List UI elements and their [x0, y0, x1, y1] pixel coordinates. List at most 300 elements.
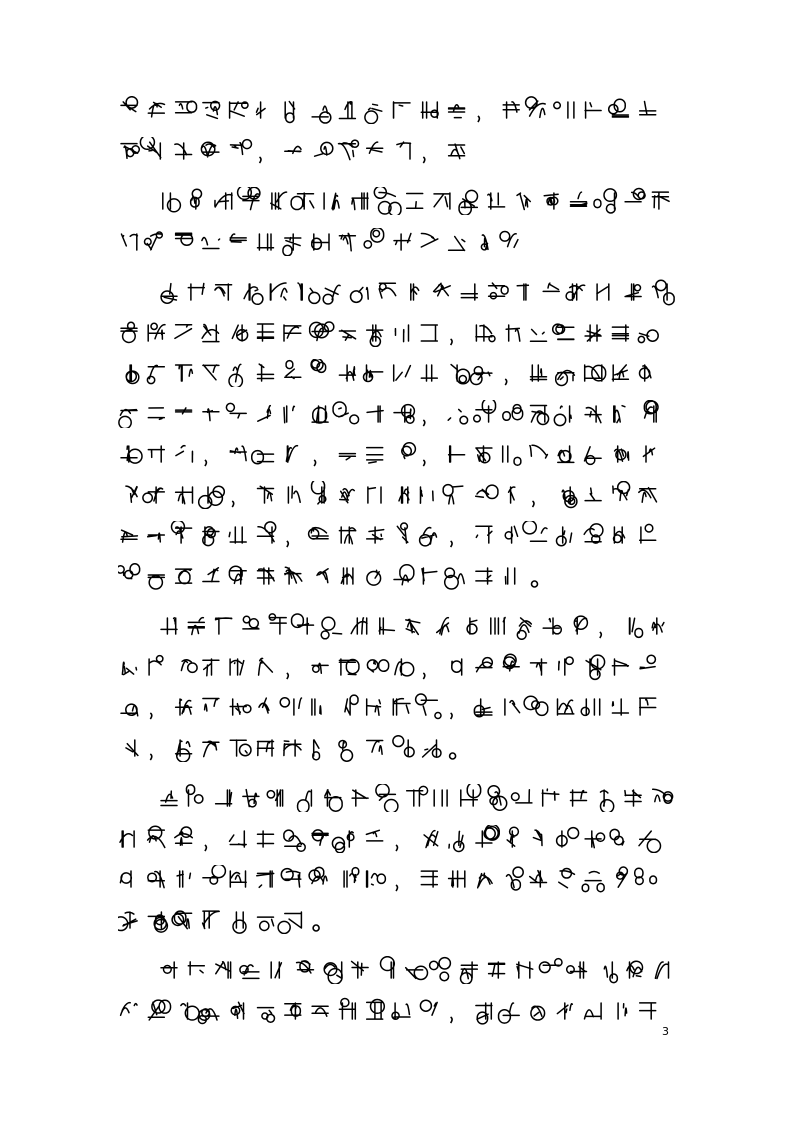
yi-character — [474, 400, 496, 422]
yi-character — [557, 527, 572, 546]
yi-character — [612, 365, 628, 381]
yi-character — [476, 657, 492, 671]
yi-character — [467, 618, 477, 634]
yi-character — [258, 324, 274, 341]
yi-character — [203, 741, 219, 756]
text-line — [118, 359, 683, 387]
yi-character — [393, 699, 410, 715]
yi-character — [402, 443, 416, 459]
yi-character — [499, 1002, 520, 1022]
yi-character — [614, 405, 625, 422]
yi-character — [291, 193, 314, 210]
yi-character — [309, 867, 327, 884]
yi-character — [324, 193, 339, 210]
yi-character — [374, 187, 401, 215]
yi-character — [379, 618, 394, 634]
yi-character — [557, 1003, 572, 1019]
yi-character — [585, 325, 601, 341]
yi-character — [553, 324, 574, 339]
yi-character — [399, 487, 409, 503]
yi-character — [585, 447, 602, 465]
punctuation-mark — [451, 541, 453, 547]
yi-character — [655, 962, 668, 979]
yi-character — [517, 962, 533, 978]
yi-character — [517, 618, 531, 639]
yi-character — [422, 568, 437, 584]
yi-glyph-row — [118, 481, 683, 509]
yi-character — [503, 446, 521, 465]
yi-character — [351, 287, 369, 302]
text-line — [118, 440, 683, 468]
yi-glyph-row — [118, 440, 683, 468]
yi-glyph-row — [118, 653, 683, 681]
yi-character — [437, 618, 449, 635]
yi-character — [230, 740, 251, 756]
yi-character — [148, 323, 165, 341]
yi-character — [420, 528, 437, 546]
yi-character — [148, 575, 164, 589]
yi-character — [615, 446, 629, 462]
yi-character — [339, 330, 355, 340]
yi-character — [488, 786, 507, 811]
yi-character — [258, 568, 275, 584]
yi-character — [421, 102, 438, 118]
yi-character — [531, 329, 547, 341]
yi-character — [397, 523, 408, 543]
yi-character — [625, 790, 641, 806]
yi-character — [232, 325, 247, 341]
punctuation-mark — [423, 460, 425, 466]
yi-character — [544, 193, 558, 209]
yi-character — [653, 280, 675, 305]
yi-character — [284, 740, 301, 756]
yi-character — [613, 481, 630, 500]
punctuation-mark — [150, 713, 152, 719]
yi-glyph-row — [158, 956, 683, 984]
yi-character — [500, 231, 518, 247]
yi-character — [148, 1000, 170, 1020]
punctuation-mark — [314, 460, 316, 466]
text-line — [118, 228, 528, 256]
yi-character — [392, 1003, 410, 1019]
punctuation-mark — [450, 753, 456, 759]
yi-character — [203, 408, 219, 420]
yi-character — [617, 867, 628, 887]
yi-character — [524, 696, 548, 715]
yi-character — [393, 735, 414, 756]
yi-character — [503, 654, 519, 671]
yi-character — [339, 454, 355, 460]
yi-character — [161, 962, 177, 978]
yi-character — [339, 659, 359, 675]
yi-character — [258, 740, 274, 756]
yi-character — [258, 831, 274, 847]
yi-character — [640, 102, 656, 115]
yi-character — [120, 831, 134, 847]
text-line — [158, 956, 683, 984]
yi-character — [126, 740, 138, 756]
yi-character — [430, 958, 451, 981]
yi-character — [271, 962, 281, 978]
yi-character — [420, 487, 433, 503]
yi-character — [395, 659, 414, 676]
yi-character — [199, 486, 225, 508]
yi-character — [288, 486, 300, 503]
yi-character — [203, 659, 219, 676]
yi-glyph-row — [158, 187, 677, 215]
yi-character — [562, 487, 577, 508]
yi-glyph-row — [158, 278, 683, 306]
yi-character — [571, 790, 587, 806]
yi-character — [283, 234, 301, 256]
yi-character — [198, 1008, 219, 1023]
yi-character — [321, 617, 341, 639]
yi-character — [312, 106, 331, 123]
text-line — [118, 562, 555, 590]
yi-character — [172, 911, 192, 929]
yi-character — [258, 364, 274, 381]
yi-character — [216, 962, 231, 978]
yi-character — [203, 365, 219, 380]
yi-character — [394, 365, 411, 381]
yi-character — [147, 365, 164, 383]
yi-character — [625, 189, 645, 202]
yi-character — [481, 234, 488, 249]
yi-character — [126, 365, 139, 384]
yi-character — [416, 694, 441, 719]
text-line — [118, 734, 473, 762]
yi-character — [163, 193, 181, 212]
yi-character — [640, 655, 655, 668]
yi-character — [215, 193, 232, 209]
yi-character — [557, 827, 579, 846]
yi-character — [191, 189, 202, 209]
yi-character — [312, 699, 321, 715]
yi-character — [643, 446, 654, 462]
yi-character — [312, 1006, 328, 1016]
yi-character — [407, 786, 428, 806]
text-line — [118, 653, 683, 681]
yi-character — [476, 825, 499, 847]
yi-character — [285, 146, 301, 153]
punctuation-mark — [232, 501, 234, 507]
yi-character — [340, 488, 355, 502]
yi-character — [503, 102, 519, 118]
yi-character — [478, 873, 492, 888]
yi-glyph-row — [118, 693, 683, 721]
yi-character — [175, 143, 192, 159]
yi-character — [586, 655, 605, 679]
text-line — [118, 693, 683, 721]
yi-character — [531, 1006, 545, 1020]
yi-character — [243, 790, 259, 807]
yi-character — [121, 704, 138, 716]
yi-character — [341, 568, 353, 584]
yi-character — [229, 527, 246, 543]
yi-character — [461, 962, 478, 984]
yi-character — [281, 869, 301, 887]
yi-character — [339, 998, 355, 1019]
yi-character — [411, 284, 419, 300]
yi-character — [461, 784, 481, 806]
yi-character — [315, 142, 333, 156]
yi-character — [317, 568, 328, 582]
yi-character — [324, 962, 342, 984]
yi-character — [443, 484, 463, 503]
punctuation-mark — [287, 541, 289, 547]
yi-character — [203, 527, 219, 546]
yi-character — [531, 405, 549, 424]
yi-character — [630, 618, 643, 637]
punctuation-mark — [287, 673, 289, 679]
yi-character — [424, 830, 438, 847]
yi-character — [230, 871, 246, 887]
yi-character — [585, 1003, 602, 1019]
yi-character — [584, 524, 603, 543]
yi-character — [285, 361, 301, 379]
yi-glyph-row — [118, 319, 683, 347]
yi-character — [172, 521, 192, 543]
punctuation-mark — [505, 379, 507, 385]
yi-character — [476, 485, 498, 498]
yi-character — [530, 871, 547, 887]
yi-character — [533, 830, 542, 845]
yi-character — [618, 1003, 627, 1019]
yi-character — [539, 959, 562, 973]
yi-character — [526, 97, 546, 118]
yi-character — [476, 1003, 492, 1024]
yi-character — [297, 961, 314, 973]
yi-character — [230, 234, 246, 242]
punctuation-mark — [423, 157, 425, 163]
yi-character — [259, 658, 273, 675]
yi-character — [120, 871, 131, 887]
yi-character — [271, 192, 287, 209]
yi-character — [543, 283, 559, 291]
yi-glyph-row — [118, 521, 683, 549]
yi-character — [476, 568, 492, 584]
text-line — [118, 96, 664, 124]
yi-character — [243, 616, 259, 629]
punctuation-mark — [532, 581, 538, 587]
yi-character — [448, 409, 467, 424]
yi-character — [161, 791, 177, 805]
yi-character — [379, 283, 396, 298]
yi-glyph-row — [118, 906, 336, 934]
yi-character — [639, 487, 657, 502]
yi-character — [176, 233, 193, 245]
yi-character — [351, 618, 367, 634]
yi-character — [582, 872, 604, 892]
yi-character — [181, 1003, 199, 1020]
yi-glyph-row — [118, 865, 683, 893]
yi-glyph-row — [118, 997, 683, 1025]
yi-character — [148, 826, 165, 847]
yi-character — [121, 97, 138, 112]
yi-character — [394, 233, 411, 250]
yi-character — [394, 564, 414, 584]
yi-character — [202, 324, 219, 341]
yi-character — [640, 365, 651, 381]
yi-character — [176, 407, 192, 413]
yi-character — [434, 283, 451, 296]
yi-character — [585, 365, 606, 381]
yi-glyph-row — [118, 137, 473, 165]
yi-character — [610, 829, 624, 845]
text-line — [118, 481, 683, 509]
yi-character — [313, 739, 320, 759]
yi-glyph-row — [118, 734, 473, 762]
yi-character — [176, 487, 193, 504]
yi-character — [612, 699, 628, 715]
yi-character — [394, 102, 411, 118]
yi-character — [395, 325, 408, 342]
yi-character — [640, 524, 656, 543]
yi-character — [121, 446, 142, 463]
yi-character — [325, 790, 342, 811]
yi-character — [148, 533, 165, 542]
yi-character — [367, 659, 388, 671]
yi-character — [352, 790, 368, 806]
yi-character — [292, 614, 314, 634]
punctuation-mark — [205, 460, 207, 466]
yi-character — [278, 912, 301, 933]
yi-glyph-row — [118, 359, 683, 387]
yi-character — [202, 237, 220, 248]
yi-character — [258, 234, 274, 250]
punctuation-mark — [423, 673, 425, 679]
yi-character — [148, 407, 164, 418]
yi-character — [397, 142, 411, 159]
yi-character — [585, 406, 601, 423]
yi-character — [604, 962, 617, 983]
punctuation-mark — [396, 885, 398, 891]
yi-character — [286, 446, 297, 462]
yi-character — [491, 618, 505, 635]
yi-character — [368, 487, 381, 503]
yi-character — [558, 446, 574, 462]
yi-character — [323, 285, 340, 304]
punctuation-mark — [451, 1017, 453, 1023]
yi-glyph-row — [118, 228, 528, 256]
yi-character — [345, 695, 358, 715]
text-line — [158, 784, 683, 812]
punctuation-mark — [478, 116, 480, 122]
yi-character — [122, 234, 138, 250]
yi-character — [585, 102, 601, 118]
yi-character — [505, 699, 520, 715]
punctuation-mark — [451, 713, 453, 719]
yi-character — [612, 325, 628, 341]
yi-character — [406, 966, 428, 979]
yi-character — [381, 957, 395, 978]
page-number: 3 — [662, 1025, 669, 1038]
punctuation-mark — [600, 632, 602, 638]
yi-character — [367, 142, 383, 153]
yi-character — [394, 404, 414, 423]
yi-character — [505, 526, 517, 543]
yi-character — [121, 143, 139, 158]
yi-character — [238, 187, 260, 210]
yi-character — [449, 105, 465, 118]
yi-character — [639, 831, 661, 852]
yi-character — [640, 698, 656, 715]
yi-character — [298, 790, 312, 812]
yi-character — [161, 618, 177, 634]
yi-character — [284, 830, 305, 851]
yi-character — [333, 401, 359, 423]
yi-character — [609, 99, 629, 117]
yi-character — [201, 142, 219, 157]
yi-character — [364, 228, 384, 248]
yi-character — [312, 481, 326, 504]
yi-character — [367, 325, 383, 347]
yi-character — [188, 284, 204, 301]
yi-character — [311, 359, 326, 372]
yi-character — [644, 400, 658, 422]
yi-character — [406, 619, 420, 634]
yi-character — [445, 568, 465, 589]
yi-character — [367, 570, 381, 585]
yi-character — [421, 871, 437, 887]
yi-character — [461, 284, 477, 300]
yi-character — [176, 699, 192, 715]
text-line — [118, 825, 683, 853]
yi-character — [267, 790, 282, 806]
yi-character — [339, 740, 353, 761]
yi-character — [339, 233, 355, 250]
yi-character — [653, 789, 673, 803]
yi-character — [203, 101, 220, 118]
yi-character — [119, 409, 137, 427]
yi-character — [229, 566, 246, 584]
yi-character — [376, 784, 398, 812]
text-line — [118, 521, 683, 549]
yi-character — [258, 522, 276, 543]
yi-character — [188, 618, 204, 635]
yi-character — [148, 102, 164, 117]
yi-character — [312, 406, 328, 423]
yi-character — [506, 325, 520, 341]
yi-character — [229, 364, 242, 387]
text-line — [118, 319, 683, 347]
punctuation-mark — [451, 339, 453, 345]
text-line — [158, 612, 683, 640]
yi-character — [638, 330, 658, 343]
yi-character — [652, 192, 669, 209]
yi-glyph-row — [118, 96, 664, 124]
yi-character — [559, 657, 574, 675]
yi-character — [366, 830, 382, 841]
yi-character — [186, 785, 202, 806]
yi-character — [312, 234, 329, 250]
yi-character — [476, 446, 492, 463]
yi-character — [257, 871, 274, 887]
yi-character — [285, 102, 294, 123]
yi-character — [407, 194, 423, 209]
yi-character — [635, 868, 657, 884]
yi-character — [176, 740, 192, 762]
yi-character — [554, 102, 574, 118]
yi-character — [554, 406, 571, 426]
yi-character — [175, 826, 193, 844]
yi-character — [530, 445, 548, 458]
yi-character — [423, 740, 441, 757]
yi-character — [352, 961, 369, 978]
punctuation-mark — [533, 501, 535, 507]
yi-character — [449, 144, 465, 159]
yi-character — [512, 790, 532, 803]
